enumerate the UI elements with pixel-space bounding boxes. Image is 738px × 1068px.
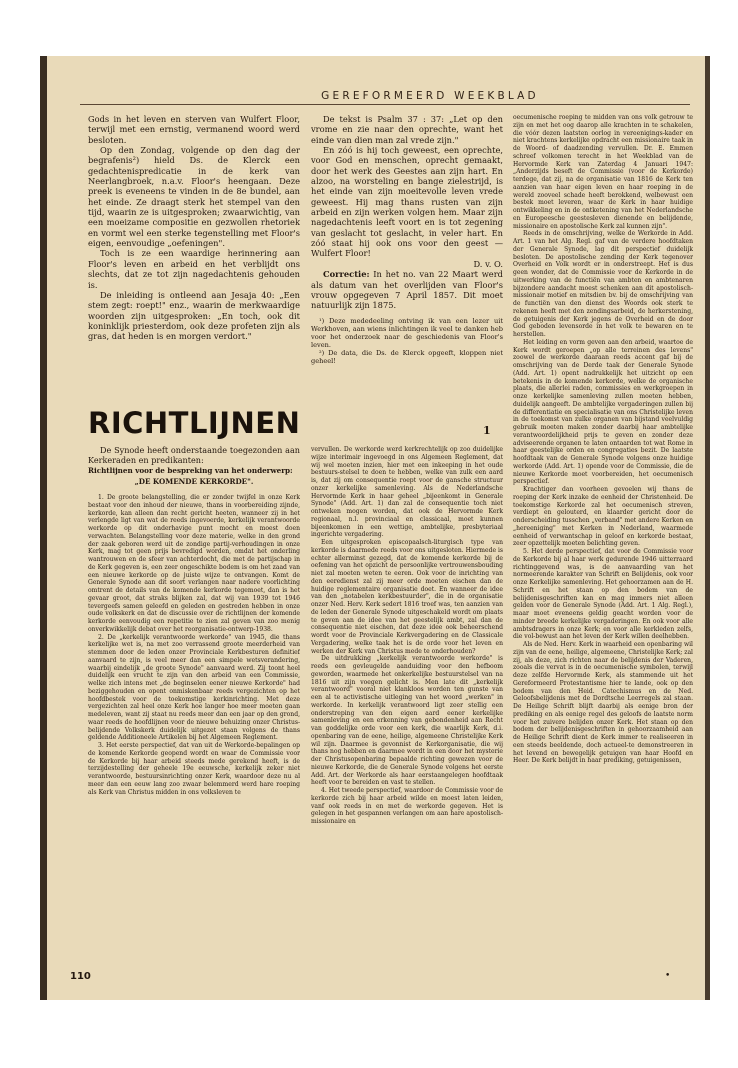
footnote: ²) De data, die Ds. de Klerck opgeeft, kloppen niet geheel! [311,348,503,365]
paragraph: 1. De groote belangstelling, die er zonder twijfel in onze Kerk bestaat voor den inhoud der nieuwe, thans in voorbereiding zijnde, kerkorde, kan alleen dan recht gericht heeten, wanneer zij in het verlengde ligt van wat de reeds ingevoerde, kerkelijk verantwoorde werkorde op dit onderhavige punt mocht en moest doen verwachten. Belangstelling voor deze materie, welke in den grond der zaak geboren werd uit de zondige partij-verhoudingen in onze Kerk, mag tot geen prijs bevredigd worden, omdat het onderling wantrouwen en de sfeer van achterdocht, die met de partijschap in de Kerk gegeven is, een zeer ongeschikte bodem is om het zaad van een nieuwe kerkorde op de juiste wijze te ontvangen. Komt de Generale Synode aan dit soort verlangen naar nadere voorlichting omtrent de details van de komende kerkorde tegemoet, dan is het gevaar groot, dat straks blijken zal, dat wij van 1939 tot 1946 tevergeefs samen geleefd en geleden en gestreden hebben in onze oude volkskerk en dat de discussie over de richtlijnen der komende kerkorde eenvoudig een repetitie te zien zal geven van zoo menig onverkwikkelijk debat over het reorganisatie-ontwerp-1938. [88,494,300,633]
footnote: ¹) Deze mededeeling ontving ik van een lezer uit Werkhoven, aan wiens inlichtingen ik veel te danken heb voor het onderzoek naar de geschiedenis van Floor's leven. [311,316,503,349]
paragraph: Het leiding en vorm geven aan den arbeid, waartoe de Kerk wordt geroepen „op alle terreinen des levens" zoowel de werkorde daaraan reeds accent gaf bij de omschrijving van de Derde taak der Generale Synode (Add. Art. 1) opent nadrukkelijk het uitzicht op een betekenis in de komende kerkorde, welke de organische plaats, die allerlei raden, commissies en werkgroepen in onze kerkelijke samenleving zullen moeten hebben, duidelijk aangeeft. De ambtelijke vergaderingen zullen bij de differentiatie en specialisatie van ons Christelijke leven in de toekomst van zulke organen van bijstand veelvuldig gebruik moeten maken zonder daarbij haar ambtelijke verantwoordelijkheid prijs te geven en zonder deze adviseerende organen te laten ontaarden tot wat Rome in haar geestelijke orden en congregaties bezit. De laatste hoofdtaak van de Generale Synode volgens onze huidige werkorde (Add. Art. 1) opende voor de Commissie, die de nieuwe Kerkorde moet voorbereiden, het oecumenisch perspectief. [513,338,693,486]
correction-text: In het no. van 22 Maart werd als datum van het overlijden van Floor's vrouw opgegeven 7 April 1857. Dit moet natuurlijk zijn 1875. [311,269,503,311]
paragraph: Gods in het leven en sterven van Wulfert Floor, terwijl met een ernstig, vermanend woord werd besloten. [88,114,300,145]
paragraph: Toch is ze een waardige herinnering aan Floor's leven en arbeid en het verblijdt ons slechts, dat ze tot zijn nagedachtenis gehouden is. [88,248,300,290]
article-intro [88,446,300,486]
footnotes [311,317,503,365]
paragraph: 3. Het eerste perspectief, dat van uit de Werkorde-bepalingen op de komende Kerkorde geopend wordt en waar de Commissie voor de Kerkorde bij haar arbeid steeds mede gerekend heeft, is de terzijdestelling der geheele 19e eeuwsche, kerkelijk zeker niet verantwoorde, bestuursinrichting onzer Kerk, waardoor deze nu al meer dan een eeuw lang zoo zwaar belemmerd werd hare roeping als Kerk van Christus midden in ons volksleven te [88,742,300,796]
paragraph: Een uitgesproken episcopaalsch-liturgisch type van kerkorde is daarmede reeds voor ons uitgesloten. Hiermede is echter allerminst gezegd, dat de komende kerkorde bij de oefening van het opzicht de persoonlijke vertrouwensbouding niet zal moeten weten te eeren. Ook voor de inrichting van den eeredienst zal zij meer orde moeten eischen dan de huidige reglementaire organisatie doet. En wanneer de idee van den „notabelen kerkbestuurder", die in de organisatie onzer Ned. Herv. Kerk sedert 1816 troef was, ten aanzien van de leden der Generale Synode uitgeschakeld wordt om plaats te geven aan de idee van het geestelijk ambt, zal dan de consequentie niet eischen, dat deze idee ook beheerschend wordt voor de Provinciale Kerkvergadering en de Classicale Vergadering, welke taak het is de orde voor het leven en werken der Kerk van Christus mede te onderhouden? [311,539,503,655]
subtitle: „DE KOMENDE KERKORDE". [134,476,254,486]
column-3 [513,114,693,966]
column-1-top [88,114,300,399]
correction-label: Correctie: [323,269,370,280]
paragraph: Op den Zondag, volgende op den dag der begrafenis²) hield Ds. de Klerck een gedachtenispredicatie in de kerk van Neerlangbroek, n.a.v. Floor's heengaan. Deze preek is eveneens te vinden in de 8e bundel, aan het einde. Ze draagt sterk het stempel van den tijd, waarin ze is uitgesproken; zwaarwichtig, van een moeizame compositie en gezwollen rhetoriek en vormt wel een sterke tegenstelling met Floor's eigen, eenvoudige „oefeningen". [88,145,300,249]
intro-text: De Synode heeft onderstaande toegezonden aan Kerkeraden en predikanten: [88,445,300,465]
signature: D. v. O. [473,258,503,269]
running-head: GEREFORMEERD WEEKBLAD [321,90,539,102]
newspaper-page [40,56,710,1000]
article-column-2 [311,446,503,966]
section-number: 1 [483,424,491,437]
paragraph: Reeds in de omschrijving, welke de Werkorde in Add. Art. 1 van het Alg. Regl. gaf van de verdere hoofdtaken der Generale Synode, lag dit perspectief duidelijk besloten. De apostolische zending der Kerk tegenover Overheid en Volk wordt er in onderstreept. Het is dus geen wonder, dat de Commissie voor de Kerkorde in de uitwerking van de functiën van ambten en ambtenaren bijzondere aandacht moest schenken aan dit apostolisch-missionair motief en mitsdien bv. bij de omschrijving van de functiën van den dienst des Woords ook sterk te rekenen heeft met den zendingsarbeid, de herkerstening, de getuigenis der Kerk jegens de Overheid en de door God geboden levensorde in het volk te bewaren en te herstellen. [513,230,693,338]
paragraph: De tekst is Psalm 37 : 37: „Let op den vrome en zie naar den oprechte, want het einde van dien man zal vrede zijn." [311,114,503,145]
paragraph: Als de Ned. Herv. Kerk in waarheid een openbaring wil zijn van de eene, heilige, algemeene, Christelijke Kerk; zal zij, als deze, zich richten naar de belijdenis der Vaderen, zooals die vervat is in de oecumenische symbolen, terwijl deze zelfde Hervormde Kerk, als stammende uit het Gereformeerd Protestantisme hier te lande, ook op den bodem van den Heid. Catechismus en de Ned. Geloofsbelijdenis met de Dordtsche Leerregels zal staan. De Heilige Schrift blijft daarbij als eenige bron der prediking en als eenige regel des geloofs de laatste norm voor het zuivere belijden onzer Kerk. Het staan op den bodem der belijdenisgeschriften in gehoorzaamheid aan de Heilige Schrift dient de Kerk immer te realiseeren in een steeds beeldende, doch actueel-te demonstreeren in het levend en bewegelijk getuigen van haar Hoofd en Heer. De Kerk belijdt in haar prediking, getuigenissen, [513,641,693,765]
header-rule [80,104,690,105]
column-2-top [311,114,503,406]
paragraph: 4. Het tweede perspectief, waardoor de Commissie voor de kerkorde zich bij haar arbeid wilde en moest laten leiden, vanf ook reeds in en met de werkorde gegeven. Het is gelegen in het gespannen verlangen om aan hare apostolisch-missionaire en [311,787,503,825]
paragraph: vervullen. De werkorde werd kerkrechtelijk op zoo duidelijke wijze interimair ingevoegd in ons Algemeen Reglement, dat wij wel moeten inzien, hier met een inkeeping in het oude bestuurs-stelsel te doen te hebben, welke van zulk een aard is, dat zij om consequentie roept voor de gansche structuur onzer kerkelijke samenleving. Als de Nederlandsche Hervormde Kerk in haar geheel „bijeenkomt in Generale Synode" (Add. Art. 1) dan zal de consequentie toch niet ontweken mogen worden, dat ook de Hervormde Kerk regionaal, n.l. provinciaal en classicaal, moet kunnen bijeenkomen in een wettige, ambtelijke, presbyteriaal ingerichte vergadering. [311,446,503,539]
article-title: RICHTLIJNEN [88,406,301,440]
paragraph: De inleiding is ontleend aan Jesaja 40: „Een stem zegt: roept!" enz., waarin de merkwaardige woorden zijn uitgesproken: „En toch, ook dit koninklijk priesterdom, ook deze profeten zijn als gras, dat heden is en morgen verdort." [88,289,300,342]
subtitle-lead: Richtlijnen voor de bespreking van het onderwerp: [88,465,293,475]
paragraph: 2. De „kerkelijk verantwoorde werkorde" van 1945, die thans kerkelijke wet is, na met zoo verrassend groote meerderheid van stemmen door de leden onzer Provinciale Kerkbesturen definitief aanvaard te zijn, is veel meer dan een simpele wetsverandering, waarbij eindelijk „de groote Synode" aanvaard werd. Zij toont heel duidelijk een vrucht te zijn van den arbeid van een Commissie, welke zich intens met „de beginselen eener nieuwe Kerkorde" had beziggehouden en opent onmiskenbaar reeds vergezichten op het hoofdbestek voor de toekomstige kerkinrichting. Met deze vergezichten zal heel onze Kerk hoe langer hoe meer moeten gaan medeleven, want zij staat nu reeds meer dan een jaar op den grond, waar reeds de hoofdlijnen voor de nieuwe behuizing onzer Christus-belijdende Volkskerk duidelijk uitgezet staan volgens de thans geldende Additioneele Artikelen bij het Algemeen Reglement. [88,633,300,742]
paragraph: 5. Het derde perspectief, dat voor de Commissie voor de Kerkorde bij al haar werk gedurende 1946 uitterraard richtinggevend was, is de aanvaarding van het normeerende karakter van Schrift en Belijdenis, ook voor onze Kerkelijke samenleving. Het gehoorzamen aan de H. Schrift en het staan op den bodem van de belijdenisgeschriften kan en mag immers niet alleen gelden voor de Generale Synode (Add. Art. 1 Alg. Regl.), maar moet eveneens geldig geacht worden voor de minder breede kerkelijke vergaderingen. En ook voor alle ambtsdragers in onze Kerk; en voor alle kerkleden zelfs, die vol-bewust aan het leven der Kerk willen deelhebben. [513,548,693,641]
paragraph: oecumenische roeping te midden van ons volk getrouw te zijn en met het oog daarop alle krachten in te schakelen, die vóór dezen laatsten oorlog in vereenigings-kader en niet krachtens kerkelijke opdracht een missionaire taak in de Woord- of daadzending vervullen. Dr. E. Emmen schreef volkomen terecht in het Weekblad van de Hervormde Kerk van Zaterdag 4 Januari 1947: „Anderzijds beseft de Commissie (voor de Kerkorde) terdege, dat zij, na de organisatie van 1816 de Kerk ten aanzien van haar eigen leven en haar roeping in de wereld zooveel schade heeft berokkend, welbewust een bestek moet leveren, waar de Kerk in haar huidige ontwikkeling en in de ontketening van het Nederlandsche en Europeesche geestesleven dienende en belijdende, missionaire en apostolische Kerk zal kunnen zijn". [513,114,693,230]
article-column-1 [88,494,300,966]
paragraph: En zóó is hij toch geweest, een oprechte, voor God en menschen, oprecht gemaakt, door het werk des Geestes aan zijn hart. En alzoo, na worsteling en bange zielestrijd, is het einde van zijn moeitevolle leven vrede geweest. Hij mag thans rusten van zijn arbeid en zijn werken volgen hem. Maar zijn nagedachtenis leeft voort en is tot zegening van geslacht tot geslacht, in veler hart. En zóó staat hij ook ons voor den geest — Wulfert Floor! [311,145,503,259]
paragraph: Krachtiger dan voorheen gevoelen wij thans de roeping der Kerk inzake de eenheid der Christenheid. De toekomstige Kerkorde zal het oecumenisch streven, verdiept en gelouterd, en klaarder gericht door de onderscheiding tusschen „verband" met andere Kerken en „hereeniging" met Kerken in Nederland, waarmede eenheid of verwantschap in geloof en kerkorde bestaat, zeer opzettelijk moeten belichting geven. [513,486,693,548]
bottom-mark: • [665,971,671,981]
page-number: 110 [70,971,91,982]
paragraph: De uitdrukking „kerkelijk verantwoorde werkorde" is reeds een gevleugelde aanduiding voor den hefboom geworden, waarmede het onkerkelijke bestuurstelsel van na 1816 uit zijn voegen gelicht is. Men late dit „kerkelijk verantwoord" vooral niet klankloos worden ten gunste van een al te activistische uitleging van het woord „werken" in werkorde. In kerkelijk verantwoord ligt zeer stellig een onderstreping van den eigen aard eener kerkelijke samenleving en een erkenning van gebondenheid aan Recht van goddelijke orde voor een kerk, die waarlijk Kerk, d.i. openbaring van de eene, heilige, algemeene Christelijke Kerk wil zijn. Daarmee is gevonnist de Kerkorganisatie, die wij thans nog hebben en daarmee wordt in een door het mysterie der Christusopenbaring bepaalde richting gewezen voor de nieuwe Kerkorde, die de Generale Synode volgens het eerste Add. Art. der Werkorde als haar eerstaangelegen hoofdtaak heeft voor te bereiden en vast te stellen. [311,655,503,787]
